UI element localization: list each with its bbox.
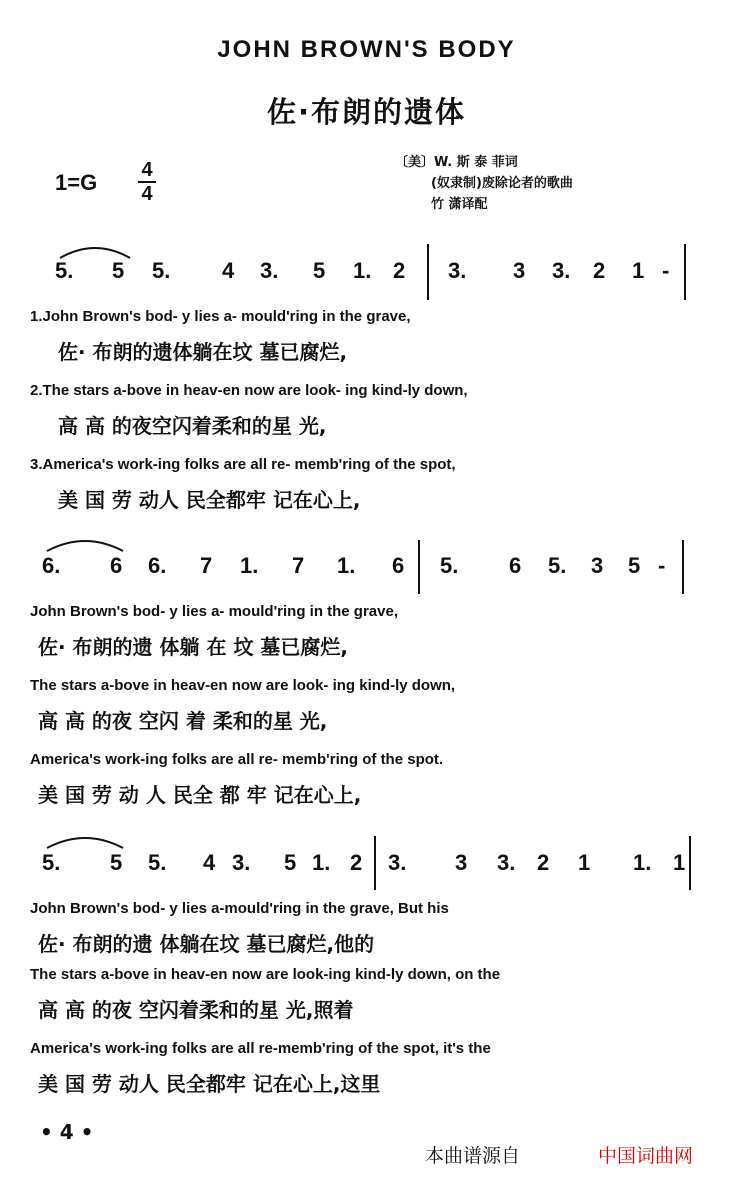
note: 3. [552, 258, 571, 283]
brand-link[interactable]: 中国词曲网 [598, 1145, 694, 1167]
note: 2 [393, 258, 406, 283]
song-title-chinese: 佐·布朗的遗体 [266, 95, 467, 129]
note: 5 [110, 850, 123, 875]
note: 4 [203, 850, 216, 875]
lyric-zh-1-3: 美 国 劳 动人 民全都牢 记在心上, [58, 488, 361, 512]
lyric-zh-3-2: 高 高 的夜 空闪着柔和的星 光,照着 [38, 998, 354, 1022]
note: 5 [112, 258, 125, 283]
lyric-zh-3-1: 佐· 布朗的遗 体躺在坟 墓已腐烂,他的 [38, 932, 375, 956]
lyric-zh-3-3: 美 国 劳 动人 民全都牢 记在心上,这里 [38, 1072, 381, 1096]
note: 1. [353, 258, 372, 283]
note: 3. [497, 850, 516, 875]
credit-line-origin: (奴隶制)废除论者的歌曲 [431, 176, 573, 191]
note: 2 [593, 258, 606, 283]
lyric-zh-2-1: 佐· 布朗的遗 体躺 在 坟 墓已腐烂, [38, 635, 349, 659]
lyric-zh-2-3: 美 国 劳 动 人 民全 都 牢 记在心上, [38, 783, 362, 807]
note: 6. [42, 553, 61, 578]
note: 7 [200, 553, 213, 578]
note: 1. [633, 850, 652, 875]
note: 5 [284, 850, 297, 875]
note: 3 [591, 553, 604, 578]
slur-arc [42, 830, 128, 852]
lyric-zh-2-2: 高 高 的夜 空闪 着 柔和的星 光, [38, 709, 328, 733]
note: 1. [312, 850, 331, 875]
note: 3 [513, 258, 526, 283]
key-signature: 1=G [55, 170, 98, 195]
lyric-zh-1-1: 佐· 布朗的遗体躺在坟 墓已腐烂, [58, 340, 348, 364]
page-number: • 4 • [40, 1120, 94, 1144]
lyric-en-1-2: 2.The stars a-bove in heav-en now are look- ing kind-ly down, [30, 382, 468, 399]
credit-line-translator: 竹 潇译配 [431, 197, 488, 212]
time-signature-bottom: 4 [141, 183, 153, 205]
note: 6 [509, 553, 522, 578]
note: 4 [222, 258, 235, 283]
source-label: 本曲谱源自 [425, 1145, 521, 1167]
note: 5 [313, 258, 326, 283]
note: 6 [392, 553, 405, 578]
note: 7 [292, 553, 305, 578]
time-signature [138, 160, 156, 204]
lyric-en-2-2: The stars a-bove in heav-en now are look- ing kind-ly down, [30, 677, 456, 694]
lyric-en-1-3: 3.America's work-ing folks are all re- memb'ring of the spot, [30, 456, 456, 473]
note: 6. [148, 553, 167, 578]
note: 5. [548, 553, 567, 578]
note: 2 [537, 850, 550, 875]
credit-line-lyricist: 〔美〕W. 斯 泰 菲词 [395, 155, 518, 170]
song-title-english: JOHN BROWN'S BODY [217, 36, 516, 63]
note: - [662, 258, 670, 283]
note: 1 [673, 850, 686, 875]
time-signature-top: 4 [141, 159, 153, 181]
note: 5. [440, 553, 459, 578]
note: 3. [260, 258, 279, 283]
lyric-en-3-2: The stars a-bove in heav-en now are look-ing kind-ly down, on the [30, 966, 501, 983]
note: 3 [455, 850, 468, 875]
notes-row-2 [0, 553, 733, 583]
note: 6 [110, 553, 123, 578]
lyric-en-2-1: John Brown's bod- y lies a- mould'ring in the grave, [30, 603, 399, 620]
lyric-zh-1-2: 高 高 的夜空闪着柔和的星 光, [58, 414, 327, 438]
note: 3. [388, 850, 407, 875]
note: 5. [55, 258, 74, 283]
note: 2 [350, 850, 363, 875]
note: 5. [42, 850, 61, 875]
lyric-en-2-3: America's work-ing folks are all re- memb'ring of the spot. [30, 751, 444, 768]
note: 1 [632, 258, 645, 283]
note: - [658, 553, 666, 578]
note: 5. [148, 850, 167, 875]
note: 5 [628, 553, 641, 578]
credits [395, 152, 573, 215]
note: 5. [152, 258, 171, 283]
lyric-en-3-1: John Brown's bod- y lies a-mould'ring in the grave, But his [30, 900, 449, 917]
lyric-en-3-3: America's work-ing folks are all re-memb'ring of the spot, it's the [30, 1040, 491, 1057]
note: 1. [337, 553, 356, 578]
slur-arc [42, 533, 128, 555]
notes-row-1 [0, 258, 733, 288]
note: 1 [578, 850, 591, 875]
note: 3. [232, 850, 251, 875]
note: 3. [448, 258, 467, 283]
notes-row-3 [0, 850, 733, 880]
lyric-en-1-1: 1.John Brown's bod- y lies a- mould'ring in the grave, [30, 308, 411, 325]
note: 1. [240, 553, 259, 578]
